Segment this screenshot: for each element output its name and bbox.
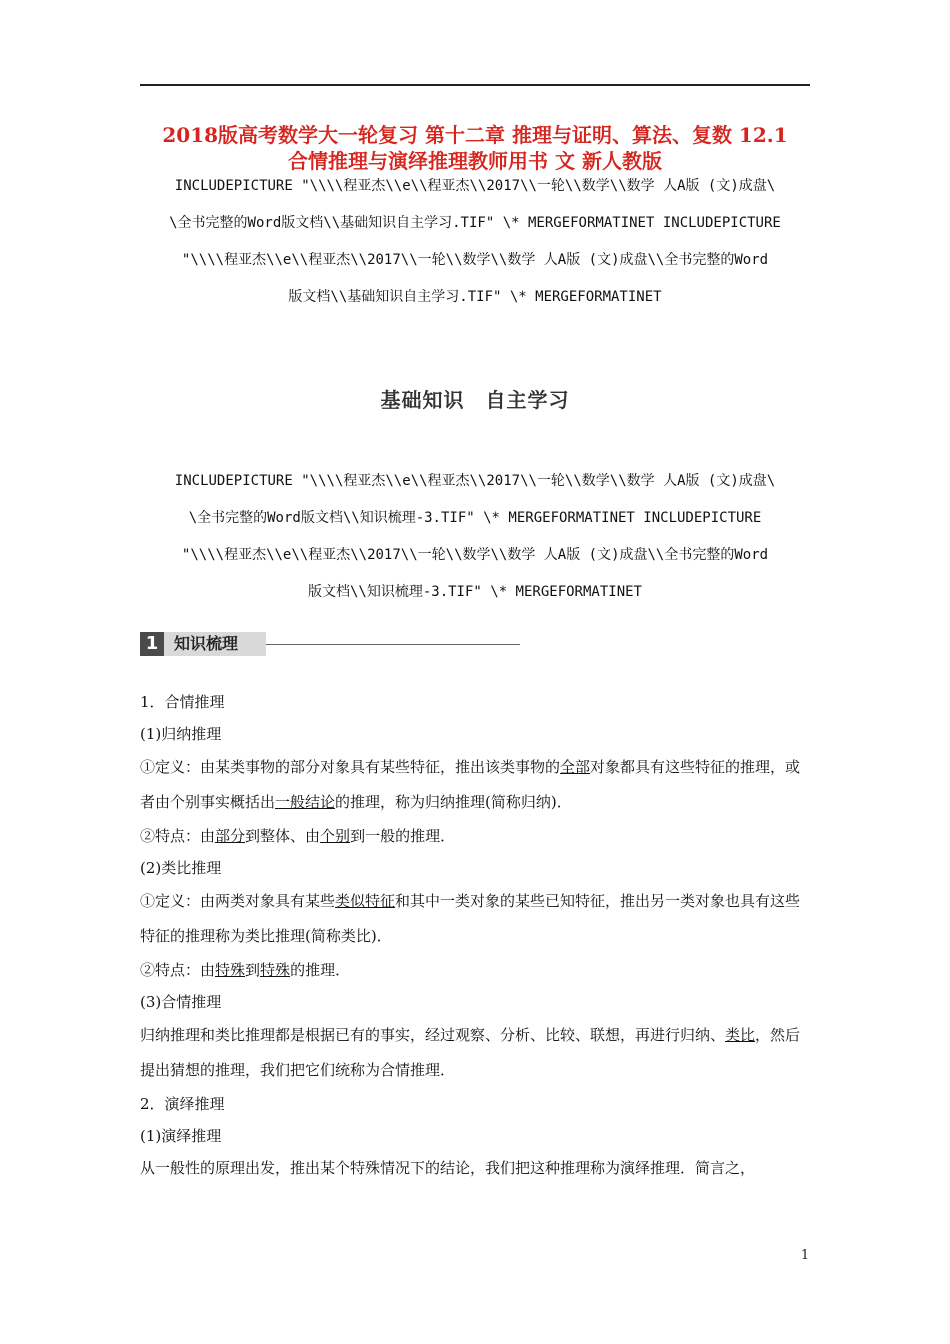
field-code-line: INCLUDEPICTURE "\\\\程亚杰\\e\\程亚杰\\2017\\一轮\\数学\\数学 人A版 (文)成盘\ xyxy=(174,178,776,194)
title-line-1: 2018版高考数学大一轮复习 第十二章 推理与证明、算法、复数 12.1 xyxy=(162,123,788,147)
field-code-line: "\\\\程亚杰\\e\\程亚杰\\2017\\一轮\\数学\\数学 人A版 (文)成盘\\全书完整的Word xyxy=(181,547,769,563)
induction-definition: ①定义：由某类事物的部分对象具有某些特征，推出该类事物的全部对象都具有这些特征的推理，或者由个别事实概括出一般结论的推理，称为归纳推理(简称归纳)． xyxy=(140,758,801,811)
page-number: 1 xyxy=(800,1248,810,1263)
header-rule xyxy=(140,84,810,86)
deduction-text: 从一般性的原理出发，推出某个特殊情况下的结论，我们把这种推理称为演绎推理．简言之， xyxy=(140,1159,756,1177)
analogy-definition: ①定义：由两类对象具有某些类似特征和其中一类对象的某些已知特征，推出另一类对象也具有这些特征的推理称为类比推理(简称类比)． xyxy=(140,892,801,945)
field-code-line: \全书完整的Word版文档\\基础知识自主学习.TIF" \* MERGEFORMATINET INCLUDEPICTURE xyxy=(169,215,781,231)
field-code-line: 版文档\\知识梳理-3.TIF" \* MERGEFORMATINET xyxy=(307,584,642,600)
title-line-2: 合情推理与演绎推理教师用书 文 新人教版 xyxy=(288,149,662,173)
underlined-term: 特殊 xyxy=(215,961,246,979)
subsection-deduction: (1)演绎推理 xyxy=(140,1127,222,1145)
plausible-text: 归纳推理和类比推理都是根据已有的事实，经过观察、分析、比较、联想，再进行归纳、类比，然后提出猜想的推理，我们把它们统称为合情推理． xyxy=(140,1026,801,1079)
subsection-plausible: (3)合情推理 xyxy=(140,993,222,1011)
badge-label: 知识梳理 xyxy=(164,632,266,656)
section-2-heading: 2．演绎推理 xyxy=(140,1095,225,1113)
underlined-term: 类比 xyxy=(725,1026,756,1044)
document-title xyxy=(140,122,810,174)
field-code-block-1 xyxy=(140,168,810,316)
field-code-line: "\\\\程亚杰\\e\\程亚杰\\2017\\一轮\\数学\\数学 人A版 (文)成盘\\全书完整的Word xyxy=(181,252,769,268)
induction-feature: ②特点：由部分到整体、由个别到一般的推理． xyxy=(140,827,456,845)
underlined-term: 特殊 xyxy=(260,961,291,979)
field-code-line: INCLUDEPICTURE "\\\\程亚杰\\e\\程亚杰\\2017\\一轮\\数学\\数学 人A版 (文)成盘\ xyxy=(174,473,776,489)
field-code-block-2 xyxy=(140,463,810,611)
analogy-feature: ②特点：由特殊到特殊的推理． xyxy=(140,961,351,979)
field-code-line: \全书完整的Word版文档\\知识梳理-3.TIF" \* MERGEFORMATINET INCLUDEPICTURE xyxy=(188,510,762,526)
subsection-analogy: (2)类比推理 xyxy=(140,859,222,877)
section-heading: 基础知识 自主学习 xyxy=(380,388,570,412)
underlined-term: 全部 xyxy=(560,758,591,776)
field-code-line: 版文档\\基础知识自主学习.TIF" \* MERGEFORMATINET xyxy=(288,289,662,305)
underlined-term: 个别 xyxy=(320,827,351,845)
badge-number: 1 xyxy=(140,632,164,656)
content-body xyxy=(140,686,812,1184)
knowledge-badge xyxy=(140,632,530,656)
underlined-term: 一般结论 xyxy=(275,793,336,811)
underlined-term: 类似特征 xyxy=(335,892,396,910)
subsection-induction: (1)归纳推理 xyxy=(140,725,222,743)
underlined-term: 部分 xyxy=(215,827,246,845)
section-1-heading: 1．合情推理 xyxy=(140,693,225,711)
badge-rule xyxy=(266,644,520,645)
